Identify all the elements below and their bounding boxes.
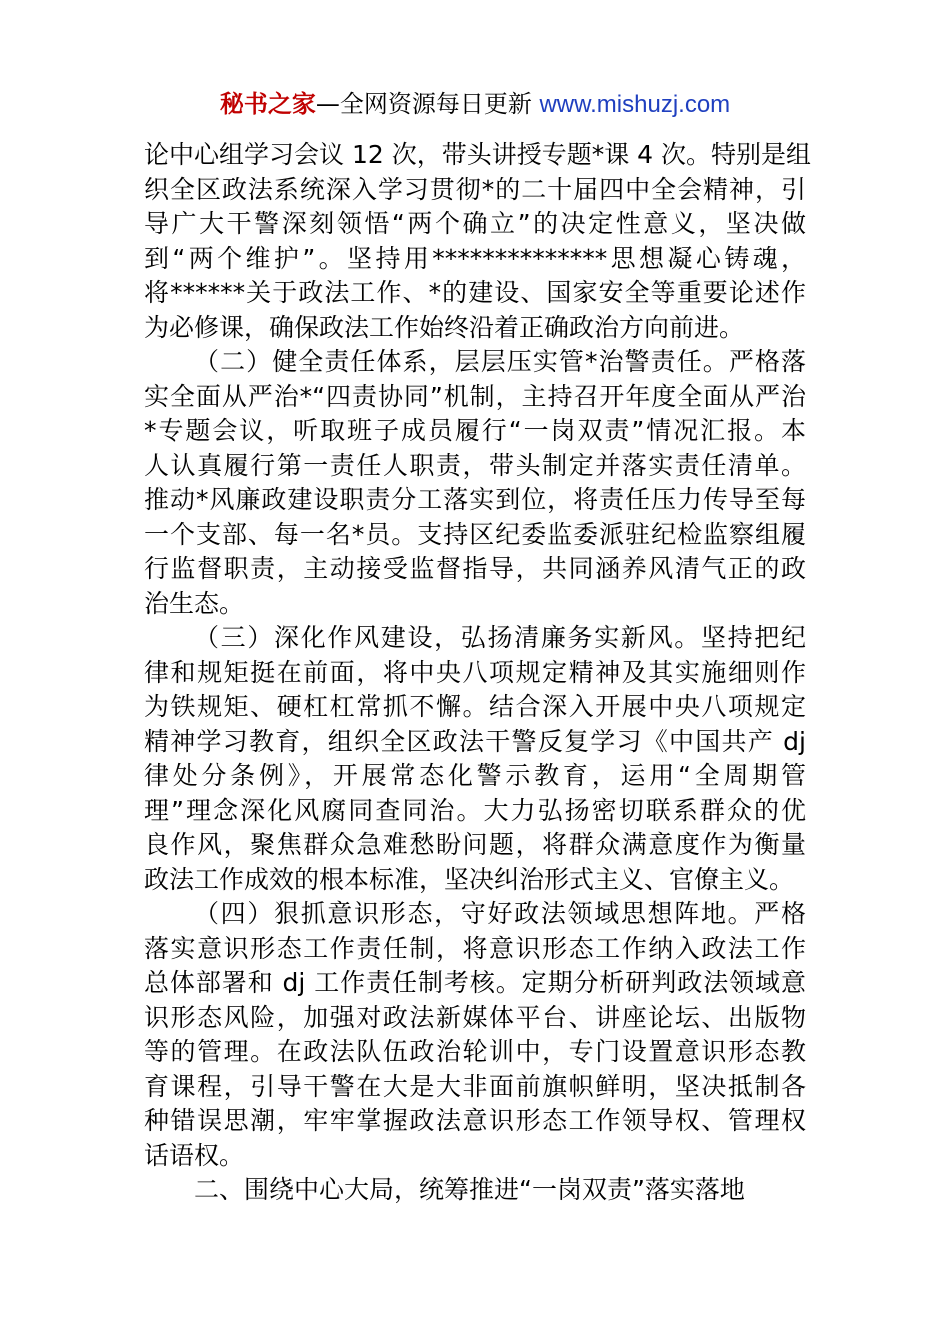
text-line: 治生态。 bbox=[144, 588, 245, 618]
text-line: 到“两个维护”。坚持用**************思想凝心铸魂， bbox=[144, 243, 806, 273]
text-line: 一个支部、每一名*员。支持区纪委监委派驻纪检监察组履 bbox=[144, 519, 806, 549]
text-line: 织全区政法系统深入学习贯彻*的二十届四中全会精神，引 bbox=[144, 174, 806, 204]
text-line: 种错误思潮，牢牢掌握政法意识形态工作领导权、管理权 bbox=[144, 1106, 806, 1135]
site-brand: 秘书之家 bbox=[219, 90, 316, 118]
chapter-heading: 二、围绕中心大局，统筹推进“一岗双责”落实落地 bbox=[194, 1175, 745, 1204]
text-line: 落实意识形态工作责任制，将意识形态工作纳入政法工作 bbox=[144, 933, 806, 963]
section-heading-line: （二）健全责任体系，层层压实管*治警责任。严格落 bbox=[194, 347, 806, 376]
text-line: *专题会议，听取班子成员履行“一岗双责”情况汇报。本 bbox=[144, 416, 806, 445]
site-url-link[interactable]: www.mishuzj.com bbox=[539, 91, 731, 118]
text-line: 论中心组学习会议 12 次，带头讲授专题*课 4 次。特别是组 bbox=[144, 140, 812, 169]
text-line: 理”理念深化风腐同查同治。大力弘扬密切联系群众的优 bbox=[144, 795, 806, 825]
text-line: 良作风，聚焦群众急难愁盼问题，将群众满意度作为衡量 bbox=[144, 830, 806, 859]
text-line: 精神学习教育，组织全区政法干警反复学习《中国共产 dj bbox=[144, 726, 806, 756]
text-line: 话语权。 bbox=[144, 1140, 245, 1170]
text-line: 行监督职责，主动接受监督指导，共同涵养风清气正的政 bbox=[144, 554, 806, 583]
text-line: 人认真履行第一责任人职责，带头制定并落实责任清单。 bbox=[144, 450, 806, 480]
text-line: 育课程，引导干警在大是大非面前旗帜鲜明，坚决抵制各 bbox=[144, 1071, 806, 1101]
text-line: 等的管理。在政法队伍政治轮训中，专门设置意识形态教 bbox=[144, 1037, 806, 1066]
text-line: 为铁规矩、硬杠杠常抓不懈。结合深入开展中央八项规定 bbox=[144, 692, 806, 721]
text-line: 推动*风廉政建设职责分工落实到位，将责任压力传导至每 bbox=[144, 485, 806, 514]
text-line: 导广大干警深刻领悟“两个确立”的决定性意义，坚决做 bbox=[144, 209, 806, 238]
text-line: 为必修课，确保政法工作始终沿着正确政治方向前进。 bbox=[144, 312, 745, 342]
text-line: 将******关于政法工作、*的建设、国家安全等重要论述作 bbox=[144, 278, 806, 307]
section-heading-line: （三）深化作风建设，弘扬清廉务实新风。坚持把纪 bbox=[194, 623, 806, 652]
section-heading-line: （四）狠抓意识形态，守好政法领域思想阵地。严格 bbox=[194, 899, 806, 928]
site-tagline: —全网资源每日更新 bbox=[315, 90, 540, 118]
text-line: 总体部署和 dj 工作责任制考核。定期分析研判政法领域意 bbox=[144, 968, 806, 997]
site-header bbox=[0, 86, 950, 123]
text-line: 律和规矩挺在前面，将中央八项规定精神及其实施细则作 bbox=[144, 657, 806, 687]
text-line: 实全面从严治*“四责协同”机制，主持召开年度全面从严治 bbox=[144, 381, 806, 411]
text-line: 政法工作成效的根本标准，坚决纠治形式主义、官僚主义。 bbox=[144, 864, 795, 894]
text-line: 律处分条例》，开展常态化警示教育，运用“全周期管 bbox=[144, 761, 806, 790]
text-line: 识形态风险，加强对政法新媒体平台、讲座论坛、出版物 bbox=[144, 1002, 806, 1032]
document-body bbox=[144, 138, 812, 1208]
